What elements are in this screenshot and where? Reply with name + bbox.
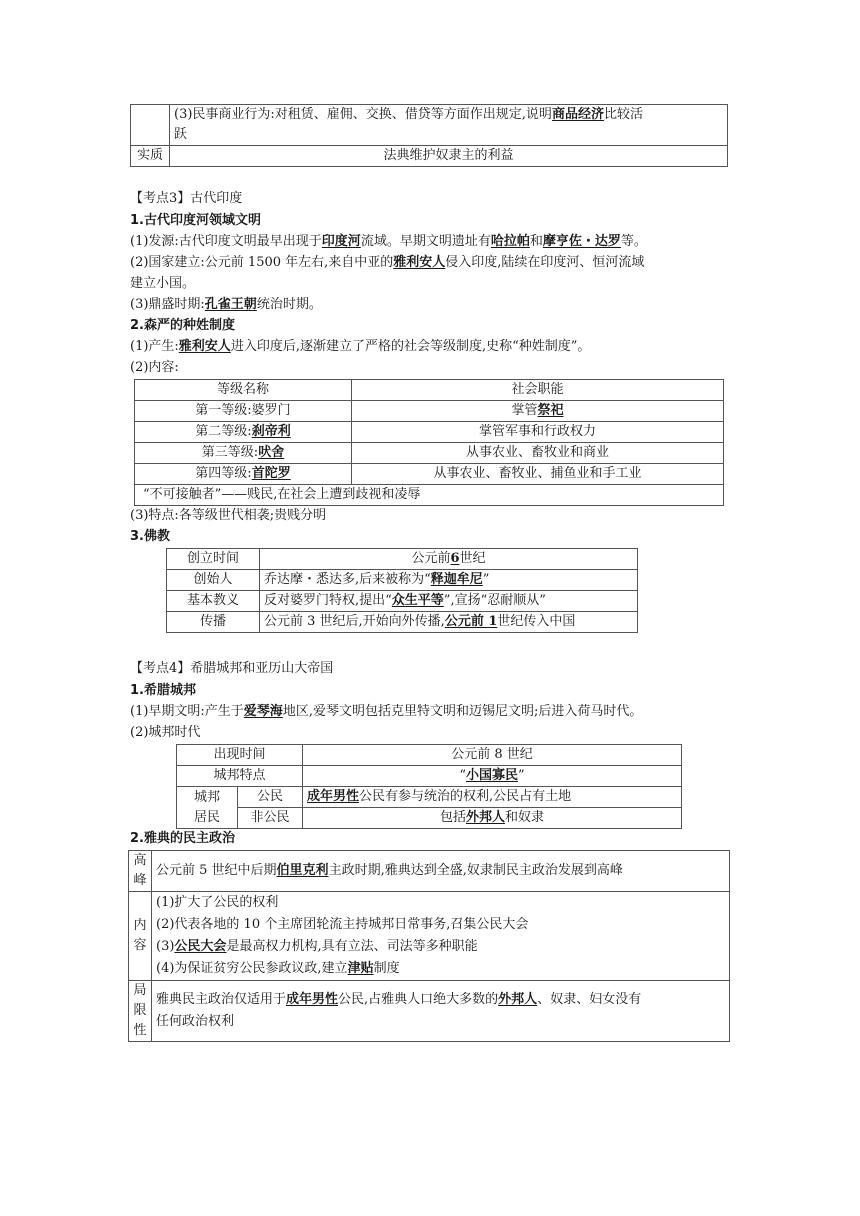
essence-label: 实质 [131,146,170,167]
subsection-heading: 2.雅典的民主政治 [130,831,235,846]
empty-cell [131,105,170,146]
text-line: 建立小国。 [130,276,196,291]
buddhism-table: 创立时间 公元前6世纪 创始人 乔达摩・悉达多,后来被称为“释迦牟尼” 基本教义 反对婆罗门特权,提出“众生平等”,宣扬“忍耐顺从” 传播 公元前 3 世纪后,开始向外传播,公元前 1世纪传入中国 [166,548,638,633]
city-state-table: 出现时间 公元前 8 世纪 城邦特点 “小国寡民” 城邦 居民 公民 成年男性公民有参与统治的权利,公民占有土地 非公民 包括外邦人和奴隶 [176,744,682,829]
document-page [130,104,730,1042]
text-line: (3)特点:各等级世代相袭;贵贱分明 [130,508,327,523]
subsection-heading: 2.森严的种姓制度 [130,318,235,333]
athens-democracy-table: 高 峰 公元前 5 世纪中后期伯里克利主政时期,雅典达到全盛,奴隶制民主政治发展到高峰 内 容 (1)扩大了公民的权利 (2)代表各地的 10 个主席团轮流主持城邦日常事务,召集公民大会 (3)公民大会是最高权力机构,具有立法、司法等多种职能 (4)为保证贫穷公民参政议政,建立津贴制度 局 限 性 雅典民主政治仅适用于成年男性公民,占雅典人口绝大多数的外邦人、奴隶、妇女没有 任何政治权利 [128,850,730,1042]
essence-value: 法典维护奴隶主的利益 [170,146,728,167]
text-line: (2)城邦时代 [130,725,201,740]
caste-table: 等级名称 社会职能 第一等级:婆罗门 掌管祭祀 第二等级:刹帝利 掌管军事和行政权力 第三等级:吠舍 从事农业、畜牧业和商业 第四等级:首陀罗 从事农业、畜牧业、捕鱼业和手工业 “不可接触者”——贱民,在社会上遭到歧视和凌辱 [134,379,724,506]
section-title-kd3: 【考点3】古代印度 [130,191,243,206]
text-line: (2)内容: [130,360,179,375]
law-code-table [130,104,728,167]
text-line: (3)鼎盛时期:孔雀王朝统治时期。 [130,297,322,312]
text-line: (1)发源:古代印度文明最早出现于印度河流域。早期文明遗址有哈拉帕和摩亨佐・达罗等。 [130,234,647,249]
subsection-heading: 1.古代印度河领域文明 [130,213,261,228]
text-line: (2)国家建立:公元前 1500 年左右,来自中亚的雅利安人侵入印度,陆续在印度河、恒河流域 [130,255,645,270]
section-title-kd4: 【考点4】希腊城邦和亚历山大帝国 [130,661,334,676]
text-line: (1)早期文明:产生于爱琴海地区,爱琴文明包括克里特文明和迈锡尼文明;后进入荷马时代。 [130,704,643,719]
subsection-heading: 3.佛教 [130,529,170,544]
text-line: (1)产生:雅利安人进入印度后,逐渐建立了严格的社会等级制度,史称“种姓制度”。 [130,339,591,354]
civil-commerce-cell: (3)民事商业行为:对租赁、雇佣、交换、借贷等方面作出规定,说明商品经济比较活 跃 [170,105,728,146]
subsection-heading: 1.希腊城邦 [130,683,196,698]
key-term: 商品经济 [551,107,604,122]
